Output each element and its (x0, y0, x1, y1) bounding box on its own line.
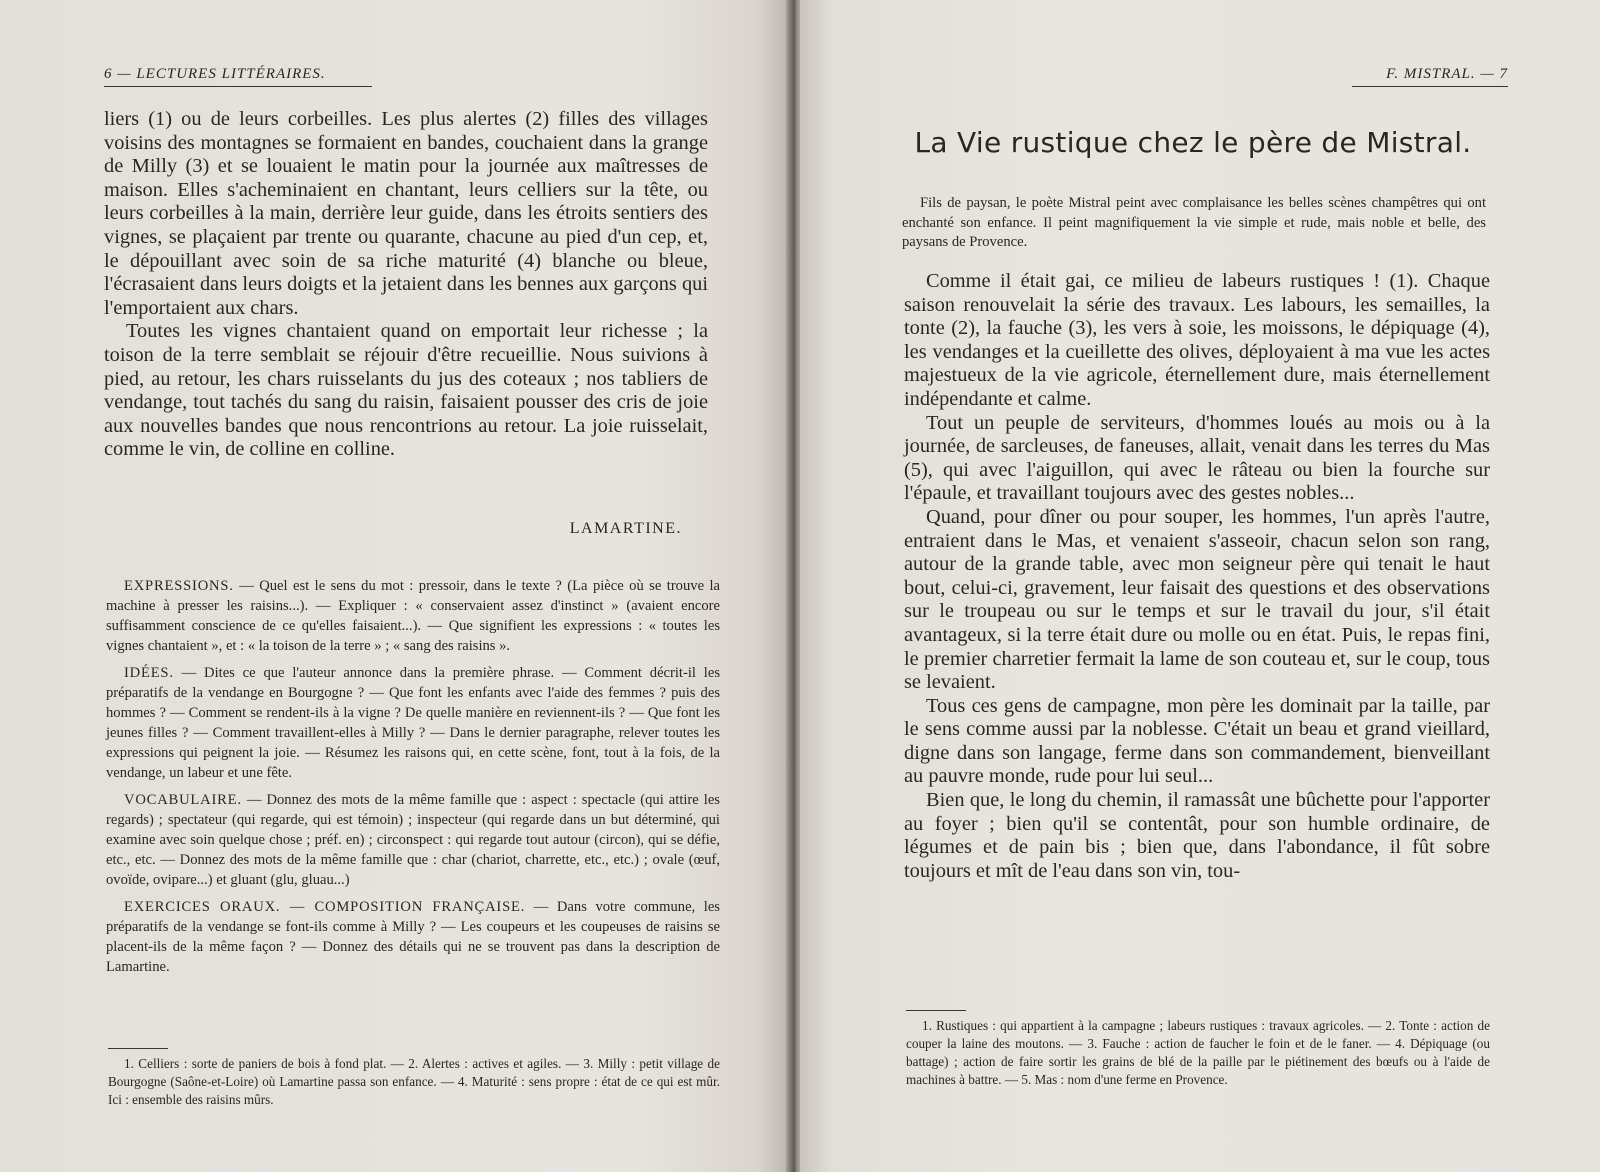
exercise-text: — Quel est le sens du mot : pressoir, dans le texte ? (La pièce où se trouve la machine à presser les raisins...). — Expliquer : « conservaient assez d'instinct » (avaient encore suffisamment conscience de ce qu'elles faisaient...). — Que signifient les expressions : « toutes les vignes chantaient », et : « la toison de la terre » ; « sang des raisins ». (106, 578, 720, 654)
chapter-intro: Fils de paysan, le poète Mistral peint avec complaisance les belles scènes champêtres qui ont enchanté son enfance. Il peint magnifiquement la vie simple et rude, mais noble et belle, des paysans de Provence. (902, 195, 1486, 250)
right-paragraph-1: Comme il était gai, ce milieu de labeurs rustiques ! (1). Chaque saison renouvelait la série des travaux. Les labours, les semailles, la tonte (2), la fauche (3), les vers à soie, les moissons, le dépiquage (4), les vendanges et la cueillette des olives, déployaient à ma vue les actes majestueux de la vie agricole, éternellement dure, mais éternellement indépendante et calme. (904, 270, 1490, 410)
exercise-text: — Donnez des mots de la même famille que : aspect : spectacle (qui attire les regards) ; spectateur (qui regarde, qui est témoin) ; inspecteur (qui regarde dans un but déterminé, qui examine avec soin quelque chose ; préf. en) ; circonspect : qui regarde tout autour (circon), qui se défie, etc., etc. — Donnez des mots de la même famille que : char (chariot, charrette, etc., etc.) ; ovale (œuf, ovoïde, ovipare...) et gluant (glu, gluau...) (106, 792, 720, 888)
right-footnote-text: 1. Rustiques : qui appartient à la campagne ; labeurs rustiques : travaux agricoles. — 2. Tonte : action de couper la laine des moutons. — 3. Fauche : action de faucher le foin et de le faner. — 4. Dépiquage (ou battage) ; action de faire sortir les grains de blé de la paille par le piétinement des bœufs ou à l'aide de machines à battre. — 5. Mas : nom d'une ferme en Provence. (906, 1018, 1490, 1087)
left-paragraph-1: liers (1) ou de leurs corbeilles. Les plus alertes (2) filles des villages voisins des montagnes se formaient en bandes, couchaient dans la grange de Milly (3) et se louaient le matin pour la journée aux maîtresses de maison. Elles s'acheminaient en chantant, leurs celliers sur la tête, ou leurs corbeilles à la main, derrière leur guide, dans les étroits sentiers des vignes, se plaçaient par trente ou quarante, chacune au pied d'un cep, et, le dépouillant avec soin de sa riche maturité (4) blanche ou bleue, l'écrasaient dans leurs doigts et la jetaient dans les bennes aux garçons qui l'emportaient aux chars. (104, 108, 708, 319)
exercise-expressions (106, 576, 720, 656)
left-paragraph-2: Toutes les vignes chantaient quand on emportait leur richesse ; la toison de la terre semblait se réjouir d'être recueillie. Nous suivions à pied, au retour, les chars ruisselants du jus des coteaux ; nos tabliers de vendange, tout tachés du sang du raisin, faisaient pousser des cris de joie aux nouvelles bandes que nous rencontrions au retour. La joie ruisselait, comme le vin, de colline en colline. (104, 320, 708, 461)
footnote-rule (108, 1048, 168, 1049)
author-signature: LAMARTINE. (569, 520, 682, 537)
exercise-idees (106, 663, 720, 783)
exercise-vocabulaire (106, 790, 720, 890)
exercise-label: EXERCICES ORAUX. — COMPOSITION FRANÇAISE. (124, 899, 526, 915)
right-body-text (904, 270, 1490, 883)
footnote-rule (906, 1010, 966, 1011)
right-paragraph-5: Bien que, le long du chemin, il ramassât une bûchette pour l'apporter au foyer ; bien qu'il se contentât, pour son humble ordinaire, de légumes et de pain bis ; bien que, dans l'abondance, il fût sobre toujours et mît de l'eau dans son vin, tou- (904, 789, 1490, 882)
left-footnote-text: 1. Celliers : sorte de paniers de bois à fond plat. — 2. Alertes : actives et agiles. — 3. Milly : petit village de Bourgogne (Saône-et-Loire) où Lamartine passa son enfance. — 4. Maturité : sens propre : état de ce qui est mûr. Ici : ensemble des raisins mûrs. (108, 1056, 720, 1107)
left-body-text (104, 108, 708, 462)
exercise-text: — Dans votre commune, les préparatifs de la vendange se font-ils comme à Milly ? — Les coupeurs et les coupeuses de raisins se placent-ils de la même façon ? — Donnez des détails qui ne se trouvent pas dans la description de Lamartine. (106, 899, 720, 975)
left-footnotes (108, 1048, 720, 1109)
right-paragraph-4: Tous ces gens de campagne, mon père les dominait par la taille, par le sens comme aussi par la noblesse. C'était un beau et grand vieillard, digne dans son langage, ferme dans son commandement, bienveillant au pauvre monde, rude pour lui seul... (904, 694, 1490, 788)
left-running-head: 6 — LECTURES LITTÉRAIRES. (104, 66, 372, 87)
exercise-label: EXPRESSIONS. (124, 578, 234, 594)
exercise-label: IDÉES. (124, 665, 174, 681)
exercises-section (106, 576, 720, 984)
left-page (0, 0, 790, 1172)
right-paragraph-2: Tout un peuple de serviteurs, d'hommes loués au mois ou à la journée, de sarcleuses, de faneuses, allait, venait dans les terres du Mas (5), qui avec l'aiguillon, qui avec le râteau ou bien la fourche sur l'épaule, et travaillant toujours avec des gestes nobles... (904, 411, 1490, 505)
right-paragraph-3: Quand, pour dîner ou pour souper, les hommes, l'un après l'autre, entraient dans le Mas, et venaient s'asseoir, chacun selon son rang, autour de la grande table, avec mon seigneur père qui tenait le haut bout, celui-ci, gravement, leur faisait des questions et des observations sur le troupeau ou sur le temps et sur le travail du jour, s'il était avantageux, si la terre était dure ou molle ou en état. Puis, le repas fini, le premier charretier fermait la lame de son couteau et, sur le coup, tous se levaient. (904, 505, 1490, 694)
right-running-head: F. MISTRAL. — 7 (1352, 66, 1508, 87)
chapter-title: La Vie rustique chez le père de Mistral. (914, 126, 1472, 159)
exercise-label: VOCABULAIRE. (124, 792, 242, 808)
exercise-text: — Dites ce que l'auteur annonce dans la première phrase. — Comment décrit-il les préparatifs de la vendange en Bourgogne ? — Que font les enfants avec l'aide des femmes ? puis des hommes ? — Comment se rendent-ils à la vigne ? De quelle manière en reviennent-ils ? — Que font les jeunes filles ? — Comment travaillent-elles à Milly ? — Dans le dernier paragraphe, relever toutes les expressions qui peignent la joie. — Résumez les raisons qui, en cette scène, font, tout à la fois, de la vendange, un labeur et une fête. (106, 665, 720, 781)
exercise-oraux (106, 897, 720, 977)
right-footnotes (906, 1010, 1490, 1089)
